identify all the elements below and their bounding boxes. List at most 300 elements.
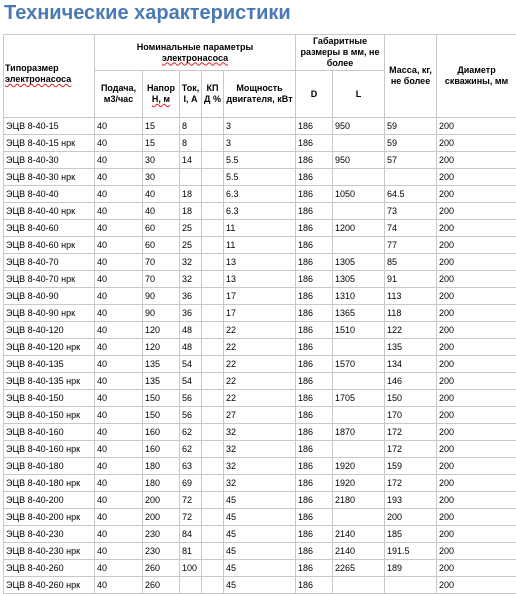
diameter-cell: 200	[437, 288, 516, 305]
flow-cell: 40	[95, 254, 143, 271]
head-cell: 230	[143, 526, 180, 543]
mass-cell: 150	[385, 390, 437, 407]
diameter-cell: 200	[437, 339, 516, 356]
current-cell	[180, 577, 202, 594]
model-cell: ЭЦВ 8-40-30	[4, 152, 95, 169]
table-row	[4, 492, 516, 509]
current-cell: 25	[180, 220, 202, 237]
power-cell: 32	[224, 475, 296, 492]
efficiency-cell	[202, 135, 224, 152]
table-row	[4, 237, 516, 254]
flow-cell: 40	[95, 322, 143, 339]
current-cell: 81	[180, 543, 202, 560]
head-cell: 160	[143, 441, 180, 458]
model-cell: ЭЦВ 8-40-230 нрк	[4, 543, 95, 560]
current-cell: 56	[180, 390, 202, 407]
diameter-cell: 200	[437, 577, 516, 594]
current-cell: 100	[180, 560, 202, 577]
flow-cell: 40	[95, 526, 143, 543]
efficiency-cell	[202, 407, 224, 424]
mass-cell: 59	[385, 135, 437, 152]
l-cell	[333, 203, 385, 220]
diameter-cell: 200	[437, 390, 516, 407]
efficiency-cell	[202, 288, 224, 305]
l-cell	[333, 407, 385, 424]
l-cell	[333, 339, 385, 356]
efficiency-cell	[202, 339, 224, 356]
d-cell: 186	[296, 390, 333, 407]
current-cell: 36	[180, 288, 202, 305]
d-cell: 186	[296, 118, 333, 135]
diameter-cell: 200	[437, 475, 516, 492]
power-cell: 22	[224, 373, 296, 390]
head-cell: 40	[143, 203, 180, 220]
flow-cell: 40	[95, 305, 143, 322]
table-row	[4, 169, 516, 186]
mass-cell: 185	[385, 526, 437, 543]
efficiency-cell	[202, 526, 224, 543]
head-cell: 260	[143, 577, 180, 594]
flow-cell: 40	[95, 220, 143, 237]
l-cell: 1200	[333, 220, 385, 237]
d-cell: 186	[296, 237, 333, 254]
efficiency-cell	[202, 441, 224, 458]
table-row	[4, 186, 516, 203]
l-cell: 1310	[333, 288, 385, 305]
diameter-cell: 200	[437, 492, 516, 509]
head-cell: 180	[143, 458, 180, 475]
current-cell: 36	[180, 305, 202, 322]
efficiency-cell	[202, 152, 224, 169]
current-cell: 56	[180, 407, 202, 424]
power-cell: 45	[224, 560, 296, 577]
efficiency-cell	[202, 186, 224, 203]
flow-cell: 40	[95, 560, 143, 577]
mass-cell: 172	[385, 441, 437, 458]
header-efficiency-line2: Д %	[204, 94, 221, 104]
power-cell: 45	[224, 543, 296, 560]
header-nominal-sub: электронасоса	[162, 53, 228, 63]
l-cell: 1870	[333, 424, 385, 441]
d-cell: 186	[296, 458, 333, 475]
efficiency-cell	[202, 475, 224, 492]
model-cell: ЭЦВ 8-40-70	[4, 254, 95, 271]
model-cell: ЭЦВ 8-40-135	[4, 356, 95, 373]
model-cell: ЭЦВ 8-40-180 нрк	[4, 475, 95, 492]
flow-cell: 40	[95, 492, 143, 509]
l-cell: 1365	[333, 305, 385, 322]
flow-cell: 40	[95, 186, 143, 203]
l-cell	[333, 577, 385, 594]
d-cell: 186	[296, 186, 333, 203]
d-cell: 186	[296, 135, 333, 152]
current-cell: 72	[180, 509, 202, 526]
page-title: Технические характеристики	[4, 2, 291, 25]
efficiency-cell	[202, 322, 224, 339]
d-cell: 186	[296, 288, 333, 305]
table-row	[4, 526, 516, 543]
header-model-label: Типоразмер	[5, 63, 59, 73]
table-row	[4, 424, 516, 441]
power-cell: 32	[224, 458, 296, 475]
power-cell: 45	[224, 577, 296, 594]
l-cell	[333, 441, 385, 458]
d-cell: 186	[296, 424, 333, 441]
flow-cell: 40	[95, 458, 143, 475]
mass-cell: 191.5	[385, 543, 437, 560]
efficiency-cell	[202, 169, 224, 186]
flow-cell: 40	[95, 237, 143, 254]
model-cell: ЭЦВ 8-40-160	[4, 424, 95, 441]
flow-cell: 40	[95, 475, 143, 492]
head-cell: 15	[143, 135, 180, 152]
diameter-cell: 200	[437, 118, 516, 135]
flow-cell: 40	[95, 390, 143, 407]
diameter-cell: 200	[437, 441, 516, 458]
header-nominal-label: Номинальные параметры	[137, 42, 253, 52]
head-cell: 180	[143, 475, 180, 492]
table-row	[4, 475, 516, 492]
current-cell: 8	[180, 118, 202, 135]
flow-cell: 40	[95, 441, 143, 458]
power-cell: 27	[224, 407, 296, 424]
head-cell: 200	[143, 492, 180, 509]
mass-cell: 172	[385, 424, 437, 441]
model-cell: ЭЦВ 8-40-260	[4, 560, 95, 577]
diameter-cell: 200	[437, 186, 516, 203]
l-cell: 2140	[333, 526, 385, 543]
l-cell: 950	[333, 118, 385, 135]
current-cell: 48	[180, 339, 202, 356]
mass-cell: 189	[385, 560, 437, 577]
l-cell	[333, 135, 385, 152]
flow-cell: 40	[95, 424, 143, 441]
mass-cell: 73	[385, 203, 437, 220]
head-cell: 200	[143, 509, 180, 526]
header-dims: Габаритные размеры в мм, не более	[296, 35, 385, 71]
head-cell: 90	[143, 288, 180, 305]
l-cell: 1305	[333, 271, 385, 288]
d-cell: 186	[296, 220, 333, 237]
power-cell: 45	[224, 526, 296, 543]
power-cell: 17	[224, 305, 296, 322]
efficiency-cell	[202, 271, 224, 288]
model-cell: ЭЦВ 8-40-120	[4, 322, 95, 339]
diameter-cell: 200	[437, 356, 516, 373]
table-row	[4, 543, 516, 560]
l-cell: 1570	[333, 356, 385, 373]
efficiency-cell	[202, 118, 224, 135]
power-cell: 22	[224, 390, 296, 407]
efficiency-cell	[202, 492, 224, 509]
current-cell: 14	[180, 152, 202, 169]
l-cell: 950	[333, 152, 385, 169]
head-cell: 60	[143, 220, 180, 237]
mass-cell: 170	[385, 407, 437, 424]
power-cell: 6.3	[224, 203, 296, 220]
efficiency-cell	[202, 560, 224, 577]
table-row	[4, 254, 516, 271]
efficiency-cell	[202, 390, 224, 407]
l-cell: 1920	[333, 458, 385, 475]
power-cell: 13	[224, 254, 296, 271]
power-cell: 13	[224, 271, 296, 288]
model-cell: ЭЦВ 8-40-15 нрк	[4, 135, 95, 152]
header-mass: Масса, кг, не более	[385, 35, 437, 118]
mass-cell: 159	[385, 458, 437, 475]
diameter-cell: 200	[437, 169, 516, 186]
power-cell: 5.5	[224, 169, 296, 186]
head-cell: 40	[143, 186, 180, 203]
current-cell: 48	[180, 322, 202, 339]
current-cell: 32	[180, 254, 202, 271]
head-cell: 120	[143, 322, 180, 339]
current-cell: 72	[180, 492, 202, 509]
header-efficiency	[202, 71, 224, 118]
efficiency-cell	[202, 424, 224, 441]
power-cell: 17	[224, 288, 296, 305]
model-cell: ЭЦВ 8-40-150 нрк	[4, 407, 95, 424]
power-cell: 22	[224, 339, 296, 356]
power-cell: 45	[224, 492, 296, 509]
l-cell: 1305	[333, 254, 385, 271]
diameter-cell: 200	[437, 407, 516, 424]
power-cell: 6.3	[224, 186, 296, 203]
efficiency-cell	[202, 577, 224, 594]
current-cell: 62	[180, 441, 202, 458]
model-cell: ЭЦВ 8-40-40	[4, 186, 95, 203]
table-row	[4, 203, 516, 220]
mass-cell: 146	[385, 373, 437, 390]
power-cell: 22	[224, 322, 296, 339]
head-cell: 60	[143, 237, 180, 254]
l-cell	[333, 237, 385, 254]
current-cell: 69	[180, 475, 202, 492]
flow-cell: 40	[95, 152, 143, 169]
head-cell: 135	[143, 356, 180, 373]
efficiency-cell	[202, 305, 224, 322]
current-cell: 18	[180, 186, 202, 203]
table-row	[4, 339, 516, 356]
current-cell: 54	[180, 373, 202, 390]
diameter-cell: 200	[437, 203, 516, 220]
flow-cell: 40	[95, 169, 143, 186]
current-cell: 84	[180, 526, 202, 543]
diameter-cell: 200	[437, 560, 516, 577]
flow-cell: 40	[95, 288, 143, 305]
efficiency-cell	[202, 356, 224, 373]
table-row	[4, 407, 516, 424]
diameter-cell: 200	[437, 373, 516, 390]
power-cell: 32	[224, 441, 296, 458]
d-cell: 186	[296, 577, 333, 594]
diameter-cell: 200	[437, 458, 516, 475]
head-cell: 230	[143, 543, 180, 560]
l-cell: 1050	[333, 186, 385, 203]
d-cell: 186	[296, 339, 333, 356]
table-row	[4, 373, 516, 390]
model-cell: ЭЦВ 8-40-135 нрк	[4, 373, 95, 390]
head-cell: 260	[143, 560, 180, 577]
diameter-cell: 200	[437, 305, 516, 322]
efficiency-cell	[202, 458, 224, 475]
spec-table	[3, 34, 516, 594]
head-cell: 30	[143, 152, 180, 169]
l-cell: 2140	[333, 543, 385, 560]
model-cell: ЭЦВ 8-40-160 нрк	[4, 441, 95, 458]
d-cell: 186	[296, 373, 333, 390]
table-row	[4, 322, 516, 339]
diameter-cell: 200	[437, 509, 516, 526]
d-cell: 186	[296, 407, 333, 424]
efficiency-cell	[202, 543, 224, 560]
d-cell: 186	[296, 152, 333, 169]
model-cell: ЭЦВ 8-40-90 нрк	[4, 305, 95, 322]
model-cell: ЭЦВ 8-40-70 нрк	[4, 271, 95, 288]
head-cell: 150	[143, 390, 180, 407]
diameter-cell: 200	[437, 152, 516, 169]
mass-cell: 113	[385, 288, 437, 305]
efficiency-cell	[202, 373, 224, 390]
l-cell	[333, 509, 385, 526]
current-cell: 18	[180, 203, 202, 220]
model-cell: ЭЦВ 8-40-200 нрк	[4, 509, 95, 526]
header-power: Мощность двигателя, кВт	[224, 71, 296, 118]
header-model	[4, 35, 95, 118]
mass-cell: 200	[385, 509, 437, 526]
diameter-cell: 200	[437, 254, 516, 271]
power-cell: 3	[224, 118, 296, 135]
power-cell: 3	[224, 135, 296, 152]
l-cell: 1705	[333, 390, 385, 407]
current-cell: 32	[180, 271, 202, 288]
head-cell: 160	[143, 424, 180, 441]
table-row	[4, 356, 516, 373]
table-row	[4, 118, 516, 135]
l-cell: 1510	[333, 322, 385, 339]
l-cell: 2180	[333, 492, 385, 509]
head-cell: 150	[143, 407, 180, 424]
mass-cell: 172	[385, 475, 437, 492]
table-row	[4, 271, 516, 288]
head-cell: 120	[143, 339, 180, 356]
model-cell: ЭЦВ 8-40-180	[4, 458, 95, 475]
flow-cell: 40	[95, 543, 143, 560]
table-row	[4, 135, 516, 152]
head-cell: 15	[143, 118, 180, 135]
flow-cell: 40	[95, 509, 143, 526]
mass-cell: 135	[385, 339, 437, 356]
diameter-cell: 200	[437, 322, 516, 339]
diameter-cell: 200	[437, 543, 516, 560]
d-cell: 186	[296, 271, 333, 288]
table-row	[4, 152, 516, 169]
flow-cell: 40	[95, 577, 143, 594]
table-body	[4, 118, 516, 594]
table-row	[4, 577, 516, 594]
mass-cell: 74	[385, 220, 437, 237]
power-cell: 5.5	[224, 152, 296, 169]
header-current: Ток, I, А	[180, 71, 202, 118]
d-cell: 186	[296, 543, 333, 560]
l-cell: 2265	[333, 560, 385, 577]
table-row	[4, 220, 516, 237]
mass-cell: 91	[385, 271, 437, 288]
table-row	[4, 560, 516, 577]
d-cell: 186	[296, 322, 333, 339]
current-cell: 62	[180, 424, 202, 441]
flow-cell: 40	[95, 373, 143, 390]
model-cell: ЭЦВ 8-40-15	[4, 118, 95, 135]
header-diameter: Диаметр скважины, мм	[437, 35, 516, 118]
model-cell: ЭЦВ 8-40-200	[4, 492, 95, 509]
mass-cell	[385, 577, 437, 594]
current-cell: 63	[180, 458, 202, 475]
power-cell: 11	[224, 237, 296, 254]
l-cell	[333, 169, 385, 186]
table-row	[4, 390, 516, 407]
diameter-cell: 200	[437, 424, 516, 441]
model-cell: ЭЦВ 8-40-40 нрк	[4, 203, 95, 220]
mass-cell: 122	[385, 322, 437, 339]
current-cell	[180, 169, 202, 186]
d-cell: 186	[296, 509, 333, 526]
header-d: D	[296, 71, 333, 118]
flow-cell: 40	[95, 271, 143, 288]
mass-cell: 193	[385, 492, 437, 509]
current-cell: 25	[180, 237, 202, 254]
d-cell: 186	[296, 560, 333, 577]
current-cell: 8	[180, 135, 202, 152]
mass-cell: 57	[385, 152, 437, 169]
header-head-line1: Напор	[147, 83, 175, 93]
model-cell: ЭЦВ 8-40-90	[4, 288, 95, 305]
d-cell: 186	[296, 492, 333, 509]
flow-cell: 40	[95, 339, 143, 356]
power-cell: 11	[224, 220, 296, 237]
table-row	[4, 288, 516, 305]
mass-cell: 134	[385, 356, 437, 373]
d-cell: 186	[296, 356, 333, 373]
model-cell: ЭЦВ 8-40-60 нрк	[4, 237, 95, 254]
efficiency-cell	[202, 203, 224, 220]
model-cell: ЭЦВ 8-40-60	[4, 220, 95, 237]
header-l: L	[333, 71, 385, 118]
flow-cell: 40	[95, 203, 143, 220]
diameter-cell: 200	[437, 135, 516, 152]
efficiency-cell	[202, 254, 224, 271]
head-cell: 90	[143, 305, 180, 322]
d-cell: 186	[296, 305, 333, 322]
flow-cell: 40	[95, 135, 143, 152]
mass-cell: 59	[385, 118, 437, 135]
d-cell: 186	[296, 254, 333, 271]
power-cell: 22	[224, 356, 296, 373]
flow-cell: 40	[95, 356, 143, 373]
table-row	[4, 441, 516, 458]
table-row	[4, 509, 516, 526]
header-flow: Подача, м3/час	[95, 71, 143, 118]
mass-cell: 64.5	[385, 186, 437, 203]
diameter-cell: 200	[437, 237, 516, 254]
table-header	[4, 35, 516, 118]
diameter-cell: 200	[437, 526, 516, 543]
d-cell: 186	[296, 526, 333, 543]
header-nominal	[95, 35, 296, 71]
d-cell: 186	[296, 441, 333, 458]
d-cell: 186	[296, 475, 333, 492]
l-cell: 1920	[333, 475, 385, 492]
